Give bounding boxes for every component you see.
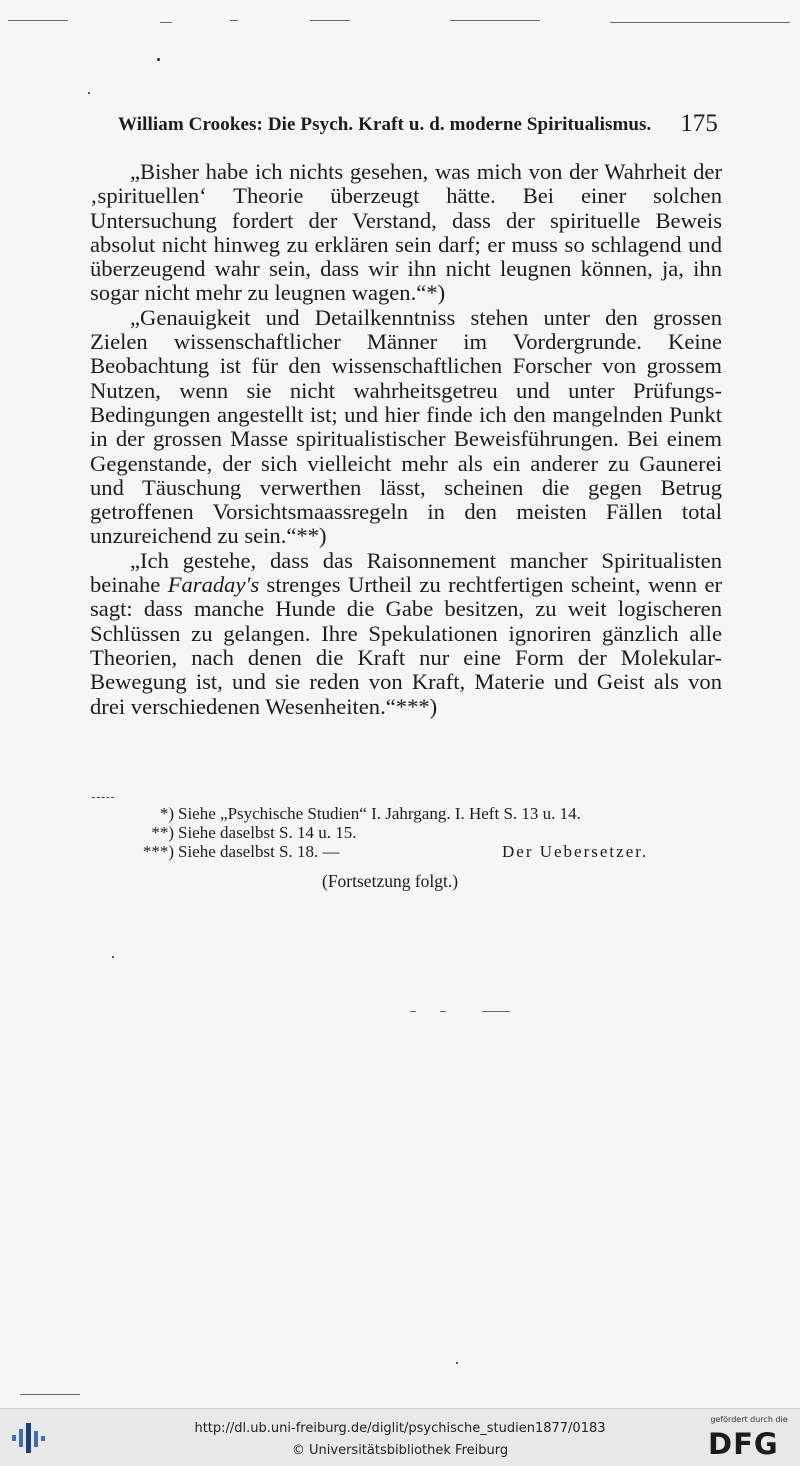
footer-bar	[0, 1408, 800, 1466]
footnote-text: Siehe „Psychische Studien“ I. Jahrgang. I. Heft S. 13 u. 14.	[178, 804, 581, 823]
scan-mark	[450, 20, 540, 21]
footnote	[90, 804, 730, 823]
body-text	[90, 160, 722, 719]
scan-mark	[482, 1011, 510, 1012]
footnote-marker: **)	[151, 823, 174, 842]
scan-speck	[157, 58, 160, 61]
scan-mark	[610, 22, 790, 23]
footnotes	[90, 804, 730, 861]
paragraph-text: „Ich gestehe, dass das Raisonnement mancher Spiritualisten beinahe	[90, 547, 722, 598]
dfg-logo	[706, 1415, 792, 1461]
paragraph-text: „Genauigkeit und Detailkenntniss stehen unter den grossen Zielen wissenschaftlicher Männer im Vordergrunde. Keine Beobachtung ist für den wissenschaftlichen Forscher von grossem Nutzen, wenn sie nicht wahrheitsgetreu und unter Prüfungs-Bedingungen angestellt ist; und hier finde ich den mangelnden Punkt in der grossen Masse spiritualistischer Beweisführungen. Bei einem Gegenstande, der sich vielleicht mehr als ein anderer zu Gaunerei und Täuschung verwerthen lässt, scheinen die gegen Betrug getroffenen Vorsichtsmaassregeln in den meisten Fällen total unzureichend zu sein.“**)	[90, 304, 722, 549]
scan-mark	[160, 22, 172, 23]
dfg-logo-text: DFG	[708, 1427, 779, 1461]
scan-mark	[230, 20, 238, 21]
footnote	[90, 842, 730, 861]
footnote-marker: ***)	[142, 842, 174, 861]
italic-name: Faraday's	[167, 572, 260, 598]
scan-speck	[112, 956, 114, 958]
running-head-title: William Crookes: Die Psych. Kraft u. d. moderne Spiritualismus.	[118, 114, 652, 135]
scan-mark	[20, 1394, 80, 1395]
scan-mark	[310, 20, 350, 21]
footnote-text: Siehe daselbst S. 18. —	[178, 842, 340, 861]
footnote-text: Siehe daselbst S. 14 u. 15.	[178, 823, 357, 842]
paragraph: „Bisher habe ich nichts gesehen, was mich von der Wahrheit der ‚spirituellen‘ Theorie überzeugt hätte. Bei einer solchen Untersuchung fordert der Verstand, dass der spirituelle Beweis absolut nicht hinweg zu erklären sein darf; er muss so schlagend und überzeugend wahr sein, dass wir ihn nicht leugnen können, ja, ihn sogar nicht mehr zu leugnen wagen.“*)	[90, 159, 722, 306]
page-url-link[interactable]: http://dl.ub.uni-freiburg.de/diglit/psychische_studien1877/0183	[194, 1421, 606, 1436]
continuation-note: (Fortsetzung folgt.)	[322, 871, 459, 891]
footnote	[90, 823, 730, 842]
scan-speck	[88, 92, 90, 94]
paragraph	[90, 549, 722, 719]
page-number: 175	[680, 110, 718, 137]
footnote-rule	[92, 797, 114, 798]
scan-mark	[8, 20, 68, 21]
scan-mark	[410, 1011, 416, 1012]
scan-mark	[440, 1011, 446, 1012]
scan-speck	[456, 1362, 458, 1364]
paragraph	[90, 306, 722, 549]
footnote-marker: *)	[159, 804, 174, 823]
paragraph-text: strenges Urtheil zu rechtfertigen scheint, wenn er sagt: dass manche Hunde die Gabe besitzen, zu weit logischeren Schlüssen zu gelangen. Ihre Spekulationen ignoriren gänzlich alle Theorien, nach denen die Kraft nur eine Form der Molekular-Bewegung ist, und sie reden von Kraft, Materie und Geist als von drei verschiedenen Wesenheiten.“***)	[90, 572, 722, 719]
dfg-tagline: gefördert durch die	[710, 1415, 788, 1424]
running-head	[118, 110, 718, 140]
copyright-text: © Universitätsbibliothek Freiburg	[291, 1443, 509, 1458]
translator-signature: Der Uebersetzer.	[502, 842, 649, 861]
